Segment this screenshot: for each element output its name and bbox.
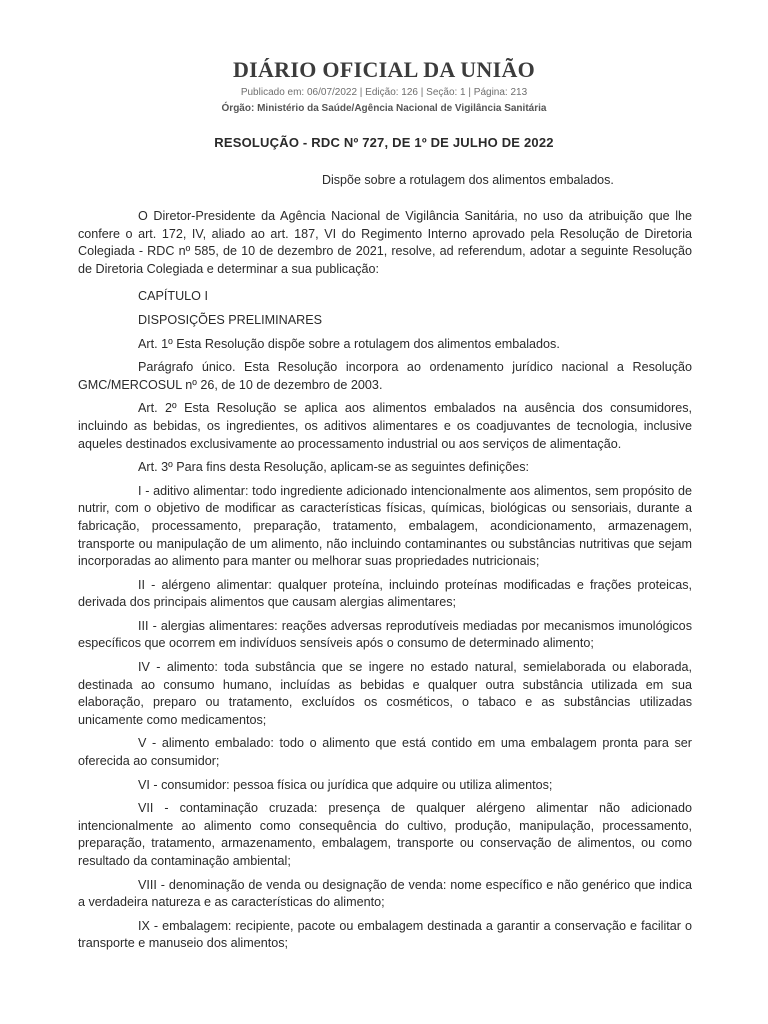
organ-value: Ministério da Saúde/Agência Nacional de Vigilância Sanitária [257,103,547,114]
organ-line [0,102,768,115]
organ-label: Órgão: [221,103,255,114]
definition-ii: II - alérgeno alimentar: qualquer proteína, incluindo proteínas modificadas e frações proteicas, derivada dos principais alimentos que causam alergias alimentares; [78,577,692,610]
definition-viii: VIII - denominação de venda ou designação de venda: nome específico e não genérico que indica a verdadeira natureza e as características do alimento; [78,877,692,910]
newspaper-title: DIÁRIO OFICIAL DA UNIÃO [232,57,536,82]
definition-vi: VI - consumidor: pessoa física ou jurídica que adquire ou utiliza alimentos; [138,777,553,792]
article-1: Art. 1º Esta Resolução dispõe sobre a rotulagem dos alimentos embalados. [138,336,560,351]
definition-iii: III - alergias alimentares: reações adversas reprodutíveis mediadas por mecanismos imunológicos específicos que ocorrem em indivíduos sensíveis após o consumo de determinado alimento; [78,618,692,651]
chapter-heading: CAPÍTULO I [138,289,208,304]
resolution-title: RESOLUÇÃO - RDC Nº 727, DE 1º DE JULHO DE 2022 [214,135,554,150]
definition-iv: IV - alimento: toda substância que se ingere no estado natural, semielaborada ou elaborada, destinada ao consumo humano, incluídas as bebidas e qualquer outra substância utilizada em sua elaboração, preparo ou tratamento, excluídos os cosméticos, o tabaco e as substâncias utilizadas unicamente como medicamentos; [78,660,692,727]
definition-i: I - aditivo alimentar: todo ingrediente adicionado intencionalmente aos alimentos, sem propósito de nutrir, com o objetivo de modificar as características físicas, químicas, biológicas ou sensoriais, durante a fabricação, processamento, preparação, tratamento, embalagem, acondicionamento, armazenagem, transporte ou manipulação de um alimento, não incluindo contaminantes ou substâncias nutritivas que sejam incorporadas ao alimento para manter ou melhorar suas propriedades nutricionais; [78,483,692,569]
definition-vii: VII - contaminação cruzada: presença de qualquer alérgeno alimentar não adicionado intencionalmente ao alimento como consequência do cultivo, produção, manipulação, processamento, preparação, tratamento, armazenamento, embalagem, transporte ou conservação de alimentos, ou como resultado da contaminação ambiental; [78,801,692,868]
article-1-sole-paragraph: Parágrafo único. Esta Resolução incorpora ao ordenamento jurídico nacional a Resolução GMC/MERCOSUL nº 26, de 10 de dezembro de 2003. [78,360,692,392]
article-3: Art. 3º Para fins desta Resolução, aplicam-se as seguintes definições: [138,460,530,475]
definition-ix: IX - embalagem: recipiente, pacote ou embalagem destinada a garantir a conservação e facilitar o transporte e manuseio dos alimentos; [78,918,692,951]
section-heading: DISPOSIÇÕES PRELIMINARES [138,312,323,327]
definition-v: V - alimento embalado: todo o alimento que está contido em uma embalagem pronta para ser oferecida ao consumidor; [78,736,692,769]
masthead [0,57,768,115]
document-body [78,208,692,959]
preamble-paragraph: O Diretor-Presidente da Agência Nacional de Vigilância Sanitária, no uso da atribuição que lhe confere o art. 172, IV, aliado ao art. 187, VI do Regimento Interno aprovado pela Resolução de Diretoria Colegiada - RDC nº 585, de 10 de dezembro de 2021, resolve, ad referendum, adotar a seguinte Resolução de Diretoria Colegiada e determinar a sua publicação: [78,209,692,276]
publication-info: Publicado em: 06/07/2022 | Edição: 126 | Seção: 1 | Página: 213 [240,87,528,98]
ementa: Dispõe sobre a rotulagem dos alimentos embalados. [322,173,614,187]
article-2: Art. 2º Esta Resolução se aplica aos alimentos embalados na ausência dos consumidores, incluindo as bebidas, os ingredientes, os aditivos alimentares e os coadjuvantes de tecnologia, inclusive aqueles destinados exclusivamente ao processamento industrial ou aos serviços de alimentação. [78,401,692,451]
